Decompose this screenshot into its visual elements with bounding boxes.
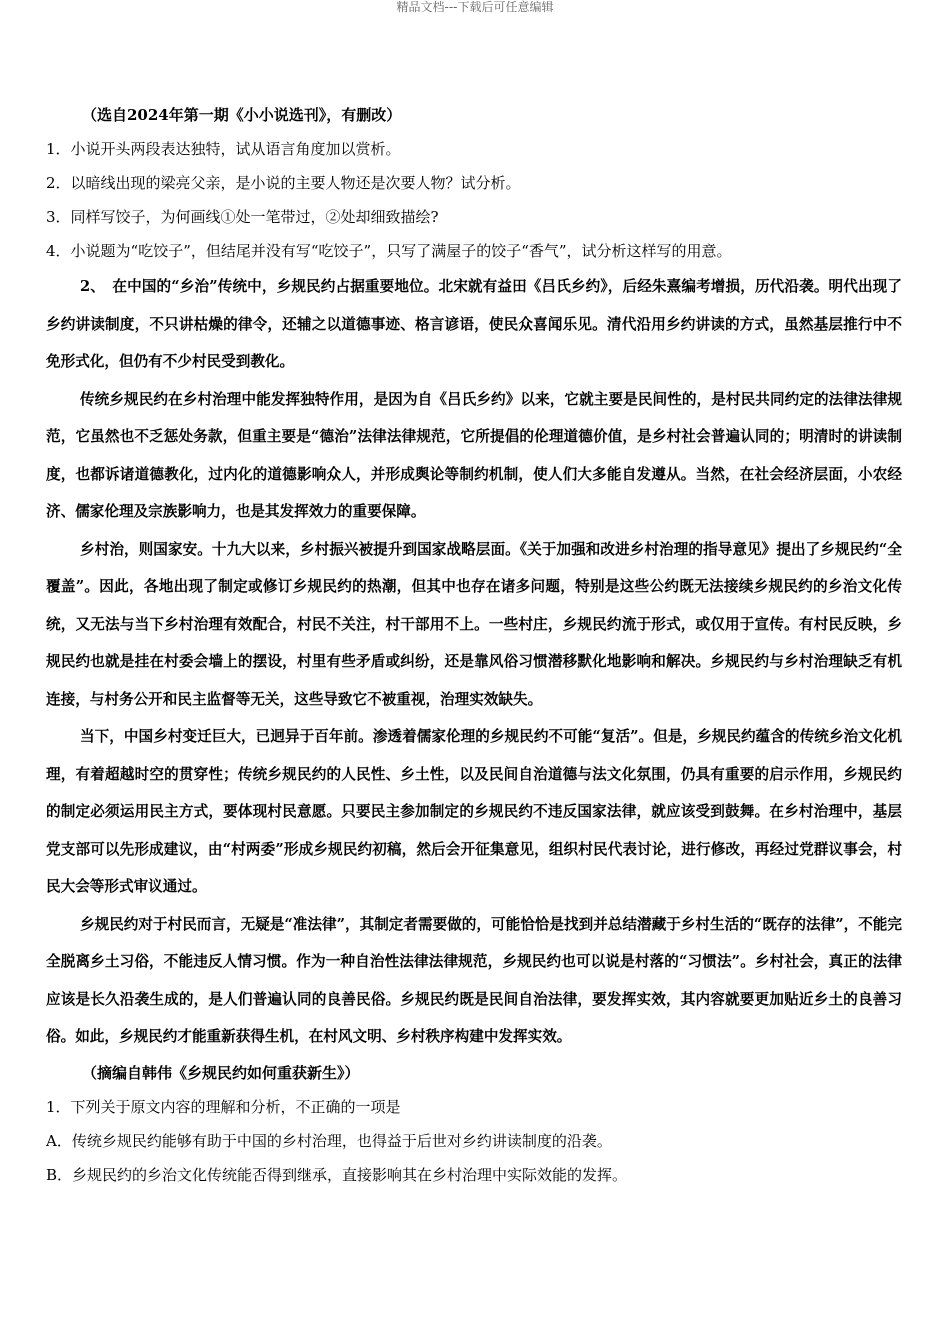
question-4: 4．小说题为“吃饺子”，但结尾并没有写“吃饺子”，只写了满屋子的饺子“香气”，试分析这样写的用意。	[46, 242, 732, 260]
paragraph-3: 乡村治，则国家安。十九大以来，乡村振兴被提升到国家战略层面。《关于加强和改进乡村治理的指导意见》提出了乡规民约“全覆盖”。因此，各地出现了制定或修订乡规民约的热潮，但其中也存在诸多问题，特别是这些公约既无法接续乡规民约的乡治文化传统，又无法与当下乡村治理有效配合，村民不关注，村干部用不上。一些村庄，乡规民约流于形式，或仅用于宣传。有村民反映，乡规民约也就是挂在村委会墙上的摆设，村里有些矛盾或纠纷，还是靠风俗习惯潜移默化地影响和解决。乡规民约与乡村治理缺乏有机连接，与村务公开和民主监督等无关，这些导致它不被重视，治理实效缺失。	[46, 540, 902, 708]
paragraph-5: 乡规民约对于村民而言，无疑是“准法律”，其制定者需要做的，可能恰恰是找到并总结潜藏于乡村生活的“既存的法律”，不能完全脱离乡土习俗，不能违反人情习惯。作为一种自治性法律法律规范，乡规民约也可以说是村落的“习惯法”。乡村社会，真正的法律应该是长久沿袭生成的，是人们普遍认同的良善民俗。乡规民约既是民间自治法律，要发挥实效，其内容就要更加贴近乡土的良善习俗。如此，乡规民约才能重新获得生机，在村风文明、乡村秩序构建中发挥实效。	[46, 915, 902, 1045]
option-b: B．乡规民约的乡治文化传统能否得到继承，直接影响其在乡村治理中实际效能的发挥。	[46, 1165, 628, 1184]
paragraph-1: 2、 在中国的“乡治”传统中，乡规民约占据重要地位。北宋就有益田《吕氏乡约》，后经朱熹编考增损，历代沿袭。明代出现了乡约讲读制度，不只讲枯燥的律令，还辅之以道德事迹、格言谚语，使民众喜闻乐见。清代沿用乡约讲读的方式，虽然基层推行中不免形式化，但仍有不少村民受到教化。	[46, 278, 902, 370]
question-2: 2．以暗线出现的梁亮父亲，是小说的主要人物还是次要人物？试分析。	[46, 174, 521, 192]
mc-question: 1．下列关于原文内容的理解和分析，不正确的一项是	[46, 1097, 401, 1116]
document-body	[46, 98, 902, 1192]
option-a: A．传统乡规民约能够有助于中国的乡村治理，也得益于后世对乡约讲读制度的沿袭。	[46, 1131, 612, 1150]
article-source: （摘编自韩伟《乡规民约如何重获新生》）	[82, 1063, 360, 1082]
question-3: 3．同样写饺子，为何画线①处一笔带过，②处却细致描绘?	[46, 208, 439, 226]
question-1: 1．小说开头两段表达独特，试从语言角度加以赏析。	[46, 140, 401, 158]
paragraph-2: 传统乡规民约在乡村治理中能发挥独特作用，是因为自《吕氏乡约》以来，它就主要是民间性的，是村民共同约定的法律法律规范，它虽然也不乏惩处务款，但重主要是“德治”法律法律规范，它所提倡的伦理道德价值，是乡村社会普遍认同的；明清时的讲读制度，也都诉诸道德教化，过内化的道德影响众人，并形成舆论等制约机制，使人们大多能自发遵从。当然，在社会经济层面，小农经济、儒家伦理及宗族影响力，也是其发挥效力的重要保障。	[46, 390, 902, 520]
page-header: 精品文档---下载后可任意编辑	[396, 0, 554, 14]
source-citation: （选自2024年第一期《小小说选刊》，有删改）	[82, 106, 402, 124]
paragraph-4: 当下，中国乡村变迁巨大，已迥异于百年前。渗透着儒家伦理的乡规民约不可能“复活”。但是，乡规民约蕴含的传统乡治文化机理，有着超越时空的贯穿性；传统乡规民约的人民性、乡土性，以及民间自治道德与法文化氛围，仍具有重要的启示作用，乡规民约的制定必须运用民主方式，要体现村民意愿。只要民主参加制定的乡规民约不违反国家法律，就应该受到鼓舞。在乡村治理中，基层党支部可以先形成建议，由“村两委”形成乡规民约初稿，然后会开征集意见，组织村民代表讨论，进行修改，再经过党群议事会，村民大会等形式审议通过。	[46, 728, 902, 895]
